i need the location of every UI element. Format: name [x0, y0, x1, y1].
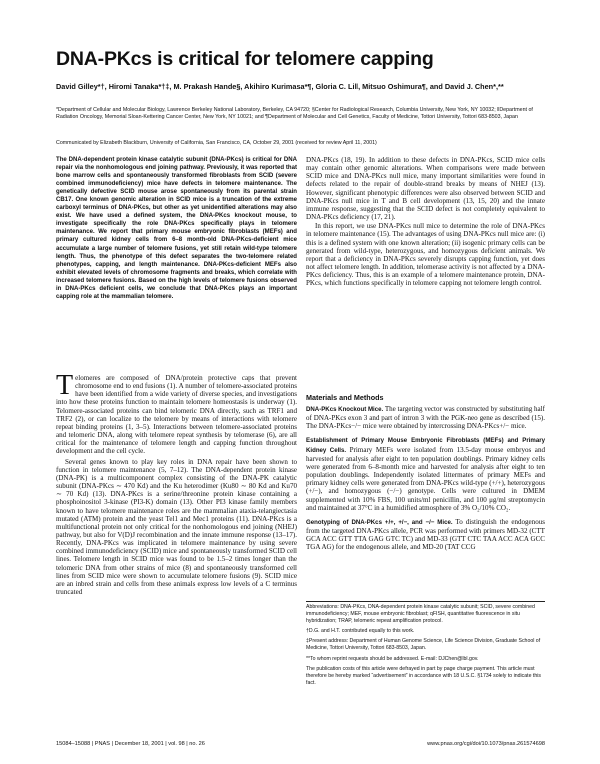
right-column-text	[306, 156, 545, 289]
footnote-present-address: ‡Present address: Department of Human Genome Science, Life Science Division, Graduate School of Medicine, Tottori University, Tottori 683-8503, Japan.	[306, 638, 541, 652]
intro-paragraph-2: Several genes known to play key roles in DNA repair have been shown to function in telomere maintenance (5, 7–12). The DNA-dependent protein kinase (DNA-PK) is a multicomponent complex consisting of the DNA-PK catalytic subunit (DNA-PKcs ∼ 470 Kd) and the Ku heterodimer (Ku80 ∼ 80 Kd and Ku70 ∼ 70 Kd) (13). DNA-PKcs is a serine/threonine protein kinase containing a phosphoinositol 3-kinase (PI3-K) domain (13). Other PI3 kinase family members known to have telomere maintenance roles are the mammalian ataxia-telangiectasia mutated (ATM) protein and the yeast Tel1 and Mec1 proteins (11). DNA-PKcs is a multifunctional protein not only critical for the nonhomologous end joining (NHEJ) pathway, but also for V(D)J recombination and the innate immune response (13–17). Recently, DNA-PKcs was implicated in telomere maintenance by using severe combined immunodeficiency (SCID) mice and spontaneously transformed SCID cell lines. Telomere length in SCID mice was found to be 1.5–2 times longer than the telomeric DNA from other strains of mice (8) and spontaneously transformed cell lines from SCID mice were shown to accumulate telomere fusions (9). SCID mice are an inbred strain and cells from these animals express low levels of a C terminus truncated	[56, 457, 297, 597]
footnote-correspondence: **To whom reprint requests should be addressed. E-mail: DJChen@lbl.gov.	[306, 655, 479, 662]
methods-paragraph-knockout	[306, 405, 545, 430]
article-title: DNA-PKcs is critical for telomere capping	[56, 48, 434, 70]
footnote-abbreviations: Abbreviations: DNA-PKcs, DNA-dependent protein kinase catalytic subunit; SCID, severe combined immunodeficiency; MEF, mouse embryonic fibroblast; qFISH, quantitative fluorescence in situ hybridization; TRAP, telomeric repeat amplification protocol.	[306, 604, 535, 625]
footer-doi-link[interactable]: www.pnas.org/cgi/doi/10.1073/pnas.261574698	[427, 741, 545, 747]
abstract: The DNA-dependent protein kinase catalytic subunit (DNA-PKcs) is critical for DNA repair via the nonhomologous end joining pathway. Previously, it was reported that bone marrow cells and spontaneously transformed fibroblasts from SCID (severe combined immunodeficiency) mice have defects in telomere maintenance. The genetically defective SCID mouse arose spontaneously from its parental strain CB17. One known genomic alteration in SCID mice is a truncation of the extreme carboxyl terminus of DNA-PKcs, but other as yet unidentified alterations may also exist. We have used a defined system, the DNA-PKcs knockout mouse, to investigate specifically the role DNA-PKcs specifically plays in telomere maintenance. We report that primary mouse embryonic fibroblasts (MEFs) and primary cultured kidney cells from 6–8 month-old DNA-PKcs-deficient mice accumulate a large number of telomere fusions, yet still retain wild-type telomere length. Thus, the phenotype of this defect separates the two-telomere related phenotypes, capping, and length maintenance. DNA-PKcs-deficient MEFs also exhibit elevated levels of chromosome fragments and breaks, which correlate with increased telomere fusions. Based on the high levels of telomere fusions observed in DNA-PKcs deficient cells, we conclude that DNA-PKcs plays an important capping role at the mammalian telomere.	[56, 157, 297, 300]
drop-cap: T	[56, 370, 74, 401]
author-list: David Gilley*†, Hiromi Tanaka*†‡, M. Prakash Hande§, Akihiro Kurimasa*¶, Gloria C. Li‖, Mitsuo Oshimura¶, and David J. Chen*,**	[56, 82, 504, 91]
methods-text-knockout: The targeting vector was constructed by substituting half of DNA-PKcs exon 3 and part of intron 3 with the PGK-neo gene as described (15). The DNA-PKcs−/− mice were obtained by intercrossing DNA-PKcs+/− mice.	[306, 405, 545, 431]
right-paragraph-1: DNA-PKcs (18, 19). In addition to these defects in DNA-PKcs, SCID mice cells may contain other genomic alterations. When comparisons were made between SCID mice and DNA-PKcs null mice, many important similarities were found in defects related to the repair of double-strand breaks by means of NHEJ (13). However, significant phenotypic differences were also observed between SCID and DNA-PKcs null mice in T and B cell development (13, 15, 20) and the innate immune response, suggesting that the SCID defect is not completely equivalent to DNA-PKcs deficiency (17, 21).	[306, 156, 545, 222]
footnote-equal-contribution: †D.G. and H.T. contributed equally to this work.	[306, 628, 415, 635]
methods-text-primary-cells: Primary MEFs were isolated from 13.5-day mouse embryos and harvested for analysis after eight to ten population doublings. Primary kidney cells were generated from 6–8-month mice and harvested for analysis after eight to ten population doublings. Independently isolated littermates of primary MEFs and primary kidney cells were generated from DNA-PKcs wild-type (+/+), heterozygous (+/−), and homozygous (−/−) genotype. Cells were cultured in DMEM supplemented with 10% FBS, 100 units/ml penicillin, and 100 μg/ml streptomycin and maintained at 37°C in a humidified atmosphere of 3% O₂/10% CO₂.	[306, 445, 545, 512]
methods-paragraph-primary-cells	[306, 436, 545, 511]
footer-citation: 15084–15088 | PNAS | December 18, 2001 | vol. 98 | no. 26	[56, 741, 205, 747]
introduction	[56, 370, 297, 598]
footnotes	[306, 604, 545, 690]
communicated-line: Communicated by Elizabeth Blackburn, University of California, San Francisco, CA, October 29, 2001 (received for review April 11, 2001)	[56, 140, 377, 146]
page-footer	[56, 741, 545, 750]
footnote-divider	[306, 601, 545, 602]
methods-heading: Materials and Methods	[306, 393, 384, 402]
right-paragraph-2: In this report, we use DNA-PKcs null mice to determine the role of DNA-PKcs in telomere maintenance (15). The advantages of using DNA-PKcs null mice are: (i) this is a defined system with one known alteration; (ii) isogenic primary cells can be generated from wild-type, heterozygous, and homozygous deficient animals. We report that a deficiency in DNA-PKcs severely disrupts capping function, yet does not affect telomere length. In addition, telomerase activity is not affected by a DNA-PKcs deficiency. Thus, this is an example of a telomere maintenance protein, DNA-PKcs, which functions specifically in telomere capping not telomere length control.	[306, 222, 545, 288]
methods-paragraph-genotyping	[306, 518, 545, 552]
footnote-publication-costs: The publication costs of this article were defrayed in part by page charge payment. This article must therefore be hereby marked “advertisement” in accordance with 18 U.S.C. §1734 solely to indicate this fact.	[306, 665, 542, 686]
affiliations: *Department of Cellular and Molecular Biology, Lawrence Berkeley National Laboratory, Berkeley, CA 94720; §Center for Radiological Research, Columbia University, New York, NY 10032; ‖Department of Radiation Oncology, Memorial Sloan-Kettering Cancer Center, New York, NY 10021; and ¶Department of Molecular and Cell Genetics, Faculty of Medicine, Tottori University, Tottori 683-8503, Japan	[56, 107, 533, 121]
methods-subhead-primary-cells: Establishment of Primary Mouse Embryonic Fibroblasts (MEFs) and Primary Kidney Cells.	[306, 437, 545, 454]
intro-paragraph-1-text: elomeres are composed of DNA/protein protective caps that prevent chromosome end to end fusions (1). A number of telomere-associated proteins have been identified from a wide variety of diverse species, and investigations into how these proteins function to maintain telomere homeostasis is underway (1). Telomere-associated proteins can bind telomeric DNA directly, such as TRF1 and TRF2 (2), or can localize to the telomere by means of interactions with telomere repeat binding proteins (1, 3–5). Interactions between telomere-associated proteins and telomeric DNA, along with telomere repeat synthesis by telomerase (6), are all critical for the maintenance of telomere length and capping function throughout development and the cell cycle.	[56, 374, 297, 456]
methods-text-genotyping: To distinguish the endogenous from the targeted DNA-PKcs allele, PCR was performed with primers MD-32 (CTT GCA ACC GTT TTA GAG GTC TC) and MD-33 (GTT CTC TAA ACC ACA GCC TGA AG) for the endogenous allele, and MD-20 (TAT CCG	[306, 517, 545, 552]
methods-section	[306, 405, 545, 558]
methods-subhead-knockout: DNA-PKcs Knockout Mice.	[306, 406, 384, 413]
intro-paragraph-1	[56, 370, 297, 456]
methods-subhead-genotyping: Genotyping of DNA-PKcs +/+, +/−, and −/− Mice.	[306, 518, 453, 526]
